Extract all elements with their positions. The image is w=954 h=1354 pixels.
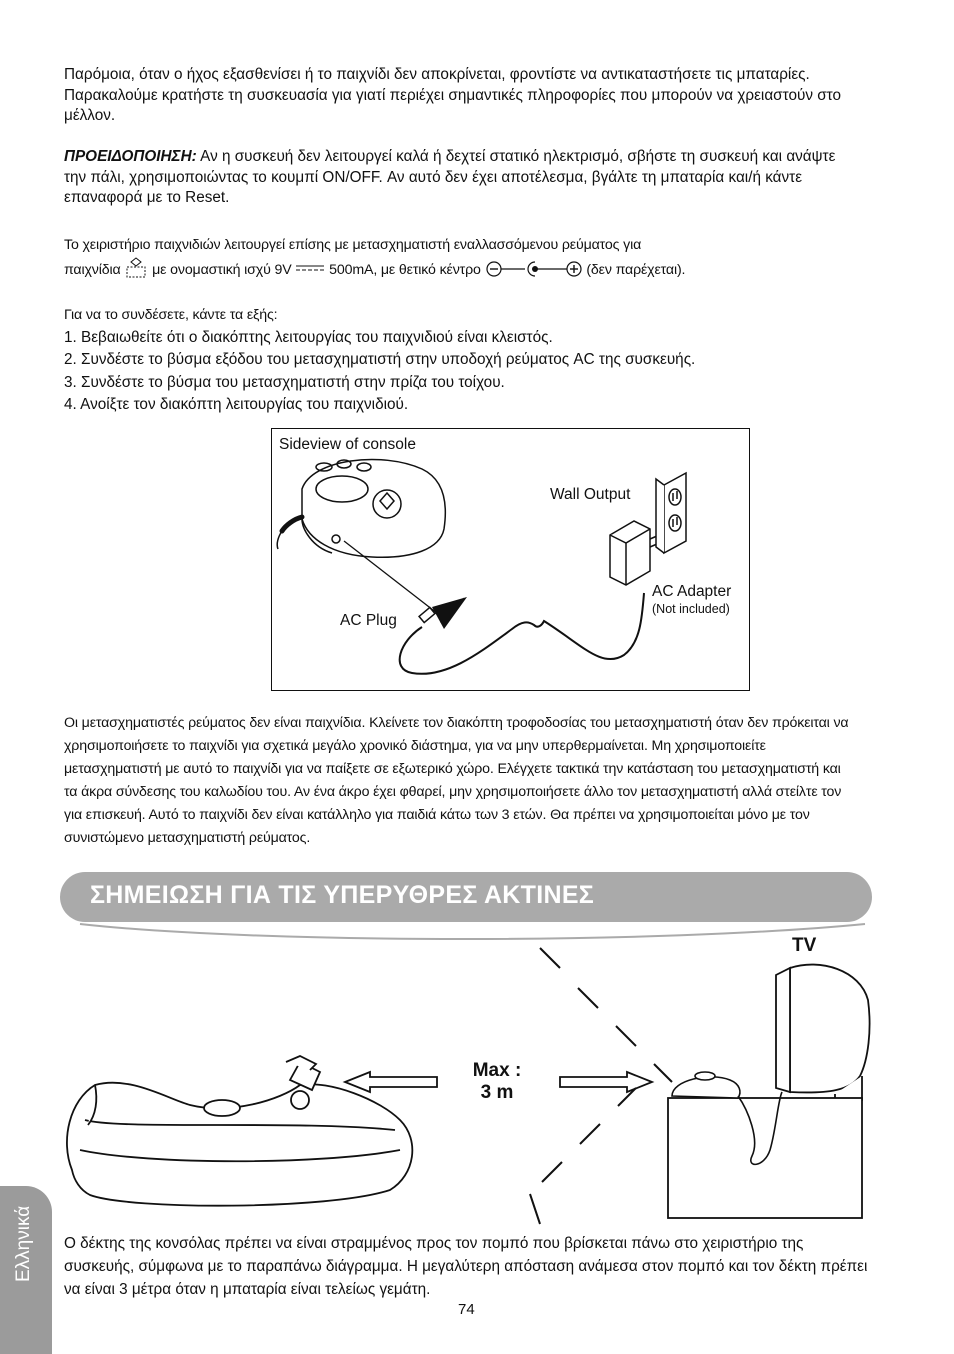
ac-plug-icon xyxy=(419,597,467,629)
ac-plug-label: AC Plug xyxy=(340,612,397,629)
sideview-label: Sideview of console xyxy=(279,436,416,453)
max-distance-label xyxy=(462,1060,532,1104)
connect-steps xyxy=(64,327,695,416)
wall-output-label: Wall Output xyxy=(550,486,631,503)
intro-paragraph: Παρόμοια, όταν ο ήχος εξασθενίσει ή το παιχνίδι δεν αποκρίνεται, φροντίστε να αντικαταστήσετε τις μπαταρίες. Παρακαλούμε κρατήστε τη συσκευασία για γιατί περιέχει σημαντικές πληροφορίες που μπορούν να χρειαστούν στο μέλλον. xyxy=(64,66,841,124)
connect-intro: Για να το συνδέσετε, κάντε τα εξής: xyxy=(64,307,278,323)
dc-symbol-icon xyxy=(295,262,325,274)
ac-adapter-label: AC Adapter xyxy=(652,583,732,600)
connect-step: 1. Βεβαιωθείτε ότι ο διακόπτης λειτουργίας του παιχνιδιού είναι κλειστός. xyxy=(64,329,553,346)
ir-section-banner xyxy=(60,872,872,924)
safety-paragraph: Οι μετασχηματιστές ρεύματος δεν είναι παιχνίδια. Κλείνετε τον διακόπτη τροφοδοσίας του μετασχηματιστή όταν δεν πρόκειται να χρησιμοποιήσετε το παιχνίδι για σχετικά μεγάλο χρονικό διάστημα, για να μην υπερθερμαίνεται. Μη χρησιμοποιείτε μετασχηματιστή με αυτό το παιχνίδι για να παίξετε σε εξωτερικό χώρο. Ελέγχετε τακτικά την κατάσταση του μετασχηματιστή και τα άκρα σύνδεσης του καλωδίου του. Αν ένα άκρο έχει φθαρεί, μην χρησιμοποιήσετε άλλο τον μετασχηματιστή αλλά στείλτε τον για επισκευή. Αυτό το παιχνίδι δεν είναι κατάλληλο για παιδιά κάτω των 3 ετών. Θα πρέπει να χρησιμοποιείται μόνο με τον συνιστώμενο μετασχηματιστή ρεύματος. xyxy=(64,715,849,846)
ac-adapter-drawing xyxy=(272,429,749,690)
warning-text: Αν η συσκευή δεν λειτουργεί καλά ή δεχτεί στατικό ηλεκτρισμό, σβήστε τη συσκευή και ανάψτε την πάλι, χρησιμοποιώντας το κουμπί ON/OFF. Αν αυτό δεν έχει αποτέλεσμα, βγάλτε τη μπαταρία και/ή κάντε επαναφορά με το Reset. xyxy=(64,148,836,206)
language-tab-label: Ελληνικά xyxy=(13,1206,34,1283)
ir-description: Ο δέκτης της κονσόλας πρέπει να είναι στραμμένος προς τον πομπό που βρίσκεται πάνω στο χειριστήριο της συσκευής, σύμφωνα με το παραπάνω διάγραμμα. Η μεγαλύτερη απόσταση ανάμεσα στον πομπό και τον δέκτη πρέπει να είναι 3 μέτρα όταν η μπαταρία είναι τελείως γεμάτη. xyxy=(64,1235,868,1298)
wall-outlet-icon xyxy=(656,473,686,553)
ac-adapter-diagram xyxy=(271,428,750,691)
tv-label: TV xyxy=(792,935,817,956)
adapter-info xyxy=(64,234,864,281)
adapter-info-line1: Το χειριστήριο παιχνιδιών λειτουργεί επίσης με μετασχηματιστή εναλλασσόμενου ρεύματος για xyxy=(64,237,642,253)
page-number: 74 xyxy=(458,1301,475,1318)
max-distance-line2: 3 m xyxy=(480,1082,514,1103)
transformer-symbol-icon xyxy=(124,257,148,279)
polarity-symbol-icon xyxy=(485,260,583,278)
connect-step: 3. Συνδέστε το βύσμα του μετασχηματιστή στην πρίζα του τοίχου. xyxy=(64,373,505,391)
adapter-cable-line xyxy=(400,593,644,674)
adapter-info-current: 500mA, με θετικό κέντρο xyxy=(329,261,481,278)
ir-section-title: ΣΗΜΕΙΩΣΗ ΓΙΑ ΤΙΣ ΥΠΕΡΥΘΡΕΣ ΑΚΤΙΝΕΣ xyxy=(90,881,595,909)
adapter-info-line2 xyxy=(64,257,864,282)
console-sideview-illustration xyxy=(277,459,445,557)
not-included-note: (Not included) xyxy=(652,602,730,616)
connect-step: 4. Ανοίξτε τον διακόπτη λειτουργίας του παιχνιδιού. xyxy=(64,395,409,413)
language-tab xyxy=(0,1186,52,1354)
warning-label: ΠΡΟΕΙΔΟΠΟΙΗΣΗ: xyxy=(64,148,197,165)
adapter-info-rating: με ονομαστική ισχύ 9V xyxy=(152,261,292,278)
tv-illustration xyxy=(776,965,870,1100)
connect-step: 2. Συνδέστε το βύσμα εξόδου του μετασχηματιστή στην υποδοχή ρεύματος AC της συσκευής. xyxy=(64,351,696,369)
max-distance-line1: Max : xyxy=(472,1060,522,1081)
warning-paragraph xyxy=(64,147,839,209)
adapter-info-not-supplied: (δεν παρέχεται). xyxy=(586,261,686,278)
adapter-info-toys: παιχνίδια xyxy=(64,261,121,278)
